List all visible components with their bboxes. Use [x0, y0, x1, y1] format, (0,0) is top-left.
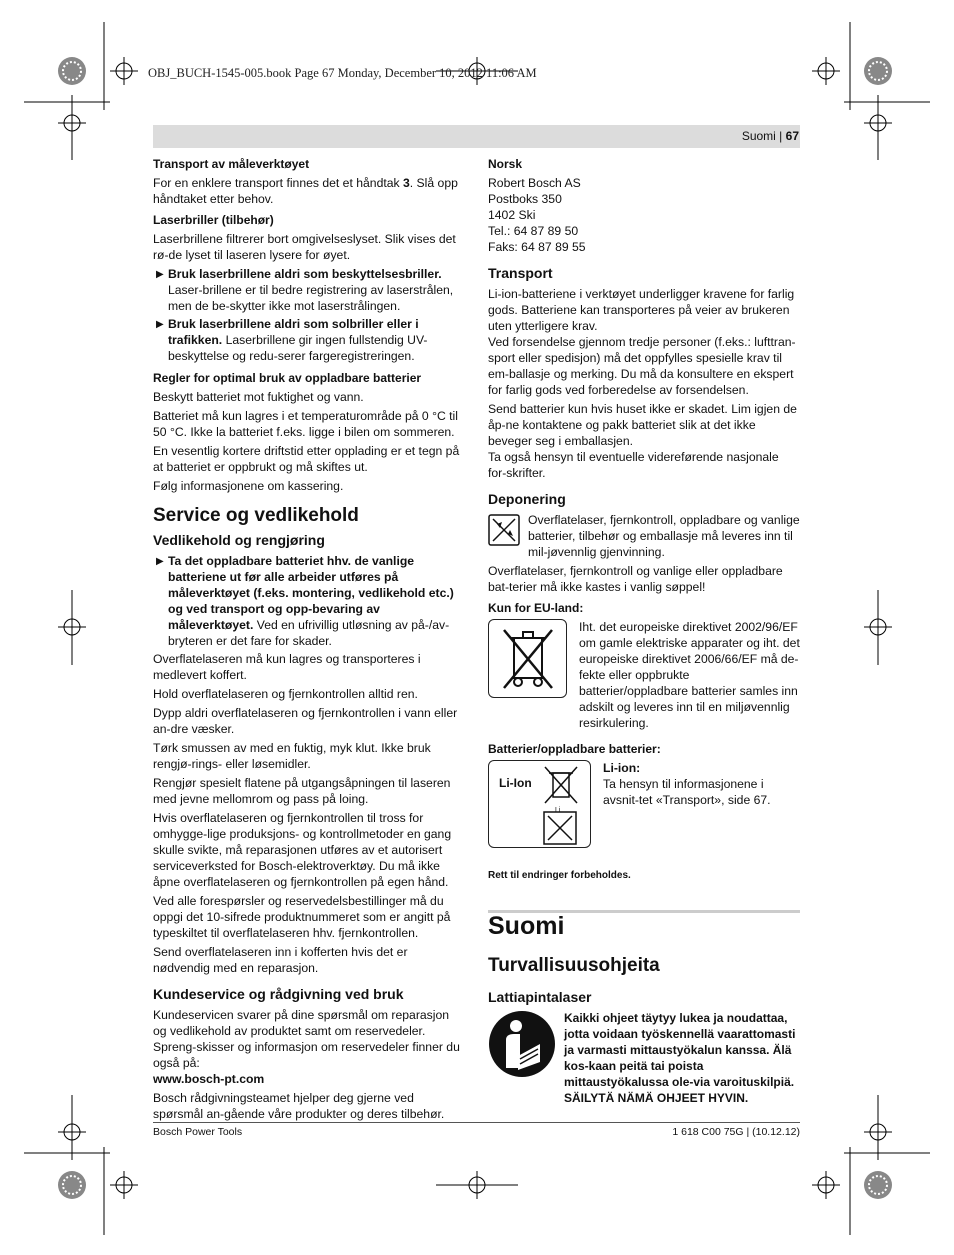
li-small-label: Li — [555, 807, 561, 814]
floor-laser-heading: Lattiapintalaser — [488, 989, 592, 1005]
maintenance-heading: Vedlikehold og rengjøring — [153, 532, 325, 548]
address-block — [488, 175, 800, 255]
page-number: 67 — [785, 129, 799, 143]
battery-p1: Beskytt batteriet mot fuktighet og vann. — [153, 390, 364, 404]
norsk-title: Norsk — [488, 157, 523, 171]
bullet-triangle-icon: ▶ — [156, 556, 164, 567]
eu-title: Kun for EU-land: — [488, 601, 584, 615]
disposal-icon-text: Overflatelaser, fjernkontroll, oppladbare og vanlige batterier, tilbehør og emballasje må leveres inn til mil-jøvennlig gjenvinning. — [528, 513, 800, 559]
transport-heading: Transport — [488, 265, 553, 281]
right-column — [488, 156, 800, 884]
maint-p7: Ved alle forespørsler og reservedelsbestillinger må du oppgi det 10-sifrede produktnummeret som er angitt på typeskiltet til overflatelaseren hhv. fjernkontrollen. — [153, 894, 451, 940]
eu-text: Iht. det europeiske direktivet 2002/96/EF om gamle elektriske apparater og iht. det europeiske direktivet 2006/66/EF må de-fekte eller oppbrukte batterier/oppladbare batterier samles inn adskilt og leveres inn til en miljøvennlig resirkulering. — [579, 620, 800, 730]
header-section: Suomi | 67 — [741, 129, 799, 143]
liion-battery-icon — [488, 760, 591, 848]
transport-p4: Ta også hensyn til eventuelle videreførende nasjonale for-skrifter. — [488, 450, 779, 480]
recycling-icon — [488, 514, 520, 546]
disposal-row — [488, 512, 800, 560]
warning-text: Kaikki ohjeet täytyy lukea ja noudattaa, jotta voidaan työskennellä vaarattomasti ja varmasti mittaustyökalun kanssa. Älä kos-kaan peitä tai poista mittaustyökalussa ole-via varoituskilpiä. SÄILYTÄ NÄMÄ OHJEET HYVIN. — [564, 1011, 796, 1105]
liion-label: Li-Ion — [499, 776, 532, 790]
reserve-note: Rett til endringer forbeholdes. — [488, 870, 631, 881]
address-line: Faks: 64 87 89 55 — [488, 240, 586, 254]
transport-text: For en enklere transport finnes det et håndtak 3. Slå opp håndtaket etter behov. — [153, 176, 458, 206]
maint-p4: Tørk smussen av med en fuktig, myk klut. Ikke bruk rengjø-rings- eller løsemidler. — [153, 741, 431, 771]
laser-title: Laserbriller (tilbehør) — [153, 213, 274, 227]
transport-p2: Ved forsendelse gjennom tredje personer (f.eks.: lufttran-sport eller spedisjon) må det oppfylles spesielle krav til em-ballasje og merking. Du må da konsultere en ekspert for farlig gods ved forberedelse av forsendelsen. — [488, 335, 796, 397]
right-lower — [488, 912, 800, 1106]
customer-heading: Kundeservice og rådgivning ved bruk — [153, 986, 404, 1002]
crossed-bin-icon — [541, 765, 581, 805]
batteries-title: Batterier/oppladbare batterier: — [488, 742, 661, 756]
service-heading: Service og vedlikehold — [153, 505, 359, 526]
customer-p1: Kundeservicen svarer på dine spørsmål om reparasjon og vedlikehold av produktet samt om reservedeler. Spreng-skisser og informasjon om reservedeler finner du også på: — [153, 1008, 460, 1070]
footer-rule — [153, 1122, 800, 1123]
bullet-triangle-icon: ▶ — [156, 319, 164, 330]
read-manual-icon — [488, 1010, 556, 1078]
eu-row — [488, 619, 800, 731]
header-section-name: Suomi — [741, 129, 776, 143]
laser-bullet-1: ▶ Bruk laserbrillene aldri som beskyttelsesbriller. Laser-brillene er til bedre registrering av laserstrålen, men de be-skytter ikke mot laserstrålingen. — [156, 267, 454, 313]
laser-text: Laserbrillene filtrerer bort omgivelseslyset. Slik vises det rø-de lyset til laseren lysere for øyet. — [153, 232, 456, 262]
maintenance-bullet: ▶ Ta det oppladbare batteriet hhv. de vanlige batteriene ut før alle arbeider utføres på måleverktøyet (f.eks. montering, vedlikehold etc.) og ved transport og opp-bevaring av måleverktøyet. Ved en ufrivillig utløsning av på-/av-bryteren er det fare for skader. — [156, 554, 454, 648]
header-bar — [153, 125, 800, 148]
customer-p2: Bosch rådgivningsteamet hjelper deg gjerne ved spørsmål an-gående våre produkter og deres tilbehør. — [153, 1091, 445, 1121]
address-line: 1402 Ski — [488, 208, 536, 222]
footer-left: Bosch Power Tools — [153, 1126, 243, 1138]
disposal-p: Overflatelaser, fjernkontroll og vanlige eller oppladbare bat-terier må ikke kastes i vanlig søppel! — [488, 564, 783, 594]
weee-bin-icon — [488, 619, 567, 698]
transport-p3: Send batterier kun hvis huset ikke er skadet. Lim igjen de åp-ne kontaktene og pakk batteriet slik at det ikke beveger seg i emballasjen. — [488, 402, 797, 448]
transport-title: Transport av måleverktøyet — [153, 157, 310, 171]
footer-right: 1 618 C00 75G | (10.12.12) — [672, 1126, 800, 1138]
liion-text: Ta hensyn til informasjonene i avsnit-tet «Transport», side 67. — [603, 777, 771, 807]
address-line: Postboks 350 — [488, 192, 562, 206]
battery-p2: Batteriet må kun lagres i et temperaturområde på 0 °C til 50 °C. Ikke la batteriet f.eks. ligge i bilen om sommeren. — [153, 409, 458, 439]
liion-note — [603, 760, 800, 848]
recycling-icon — [543, 811, 577, 845]
safety-heading: Turvallisuusohjeita — [488, 955, 660, 976]
maint-p3: Dypp aldri overflatelaseren og fjernkontrollen i vann eller an-dre væsker. — [153, 706, 458, 736]
bullet-triangle-icon: ▶ — [156, 269, 164, 280]
address-line: Robert Bosch AS — [488, 176, 581, 190]
maint-p8: Send overflatelaseren inn i kofferten hvis det er nødvendig med en reparasjon. — [153, 945, 408, 975]
maint-p6: Hvis overflatelaseren og fjernkontrollen til tross for omhygge-lige produksjons- og kontrollmetoder en gang skulle svikte, må reparasjonen utføres av et autorisert serviceverksted for Bosch-elektroverktøy. Du må ikke åpne overflatelaseren og fjernkontrollen på egen hånd. — [153, 811, 452, 889]
maint-p1: Overflatelaseren må kun lagres og transporteres i medlevert koffert. — [153, 652, 421, 682]
warning-row — [488, 1010, 800, 1106]
left-column — [153, 156, 465, 1125]
battery-p3: En vesentlig kortere driftstid etter opplading er et tegn på at batteriet er oppbrukt og må skiftes ut. — [153, 444, 460, 474]
batteries-row — [488, 760, 800, 848]
maint-p5: Rengjør spesielt flatene på utgangsåpningen til laseren med jevne mellomrom og pass på loing. — [153, 776, 451, 806]
transport-p1: Li-ion-batteriene i verktøyet underligger kravene for farlig gods. Batteriene kan transporteres på veier av brukeren uten ytterligere krav. — [488, 287, 795, 333]
print-imprint: OBJ_BUCH-1545-005.book Page 67 Monday, December 10, 2012 11:06 AM — [148, 66, 537, 80]
laser-bullet-2: ▶ Bruk laserbrillene aldri som solbriller eller i trafikken. Laserbrillene gir ingen fullstendig UV-beskyttelse og redu-serer fargeregistreringen. — [156, 317, 428, 363]
suomi-heading: Suomi — [488, 912, 565, 940]
maint-p2: Hold overflatelaseren og fjernkontrollen alltid ren. — [153, 687, 418, 701]
address-line: Tel.: 64 87 89 50 — [488, 224, 579, 238]
liion-bold: Li-ion: — [603, 761, 641, 775]
customer-url[interactable]: www.bosch-pt.com — [153, 1072, 265, 1086]
disposal-heading: Deponering — [488, 491, 566, 507]
battery-p4: Følg informasjonene om kassering. — [153, 479, 344, 493]
battery-title: Regler for optimal bruk av oppladbare batterier — [153, 371, 422, 385]
